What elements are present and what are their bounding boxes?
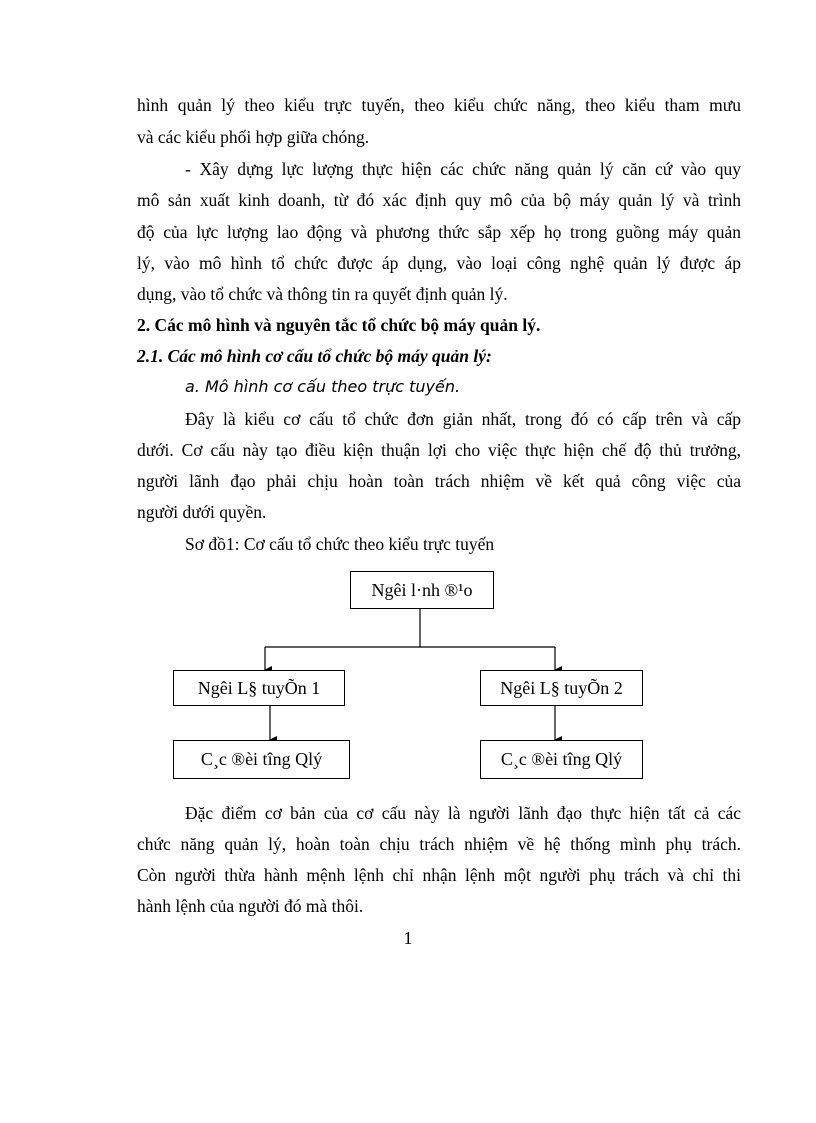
org-box-leader: Ngêi l·nh ®¹o [350, 571, 494, 609]
body-text-line: độ của lực lượng lao động và phương thức sắp xếp họ trong guồng máy quản [137, 222, 741, 242]
body-text-line: lý, vào mô hình tổ chức được áp dụng, vào loại công nghệ quản lý được áp [137, 253, 741, 273]
body-text-line: dụng, vào tổ chức và thông tin ra quyết định quản lý. [137, 284, 508, 304]
body-text-line: Đặc điểm cơ bản của cơ cấu này là người lãnh đạo thực hiện tất cả các [185, 803, 741, 823]
section-heading: 2. Các mô hình và nguyên tắc tổ chức bộ máy quản lý. [137, 315, 541, 335]
body-text-line: Còn người thừa hành mệnh lệnh chỉ nhận lệnh một người phụ trách và chỉ thi [137, 865, 741, 885]
body-text-line: hành lệnh của người đó mà thôi. [137, 896, 364, 916]
body-text-line: người lãnh đạo phải chịu hoàn toàn trách nhiệm về kết quả công việc của [137, 471, 741, 491]
body-text-line: Đây là kiểu cơ cấu tổ chức đơn giản nhất, trong đó có cấp trên và cấp [185, 409, 741, 429]
body-text-line: người dưới quyền. [137, 502, 267, 522]
org-box-line-manager-2: Ngêi L§ tuyÕn 2 [480, 670, 643, 706]
body-text-line: hình quản lý theo kiểu trực tuyến, theo kiểu chức năng, theo kiểu tham mưu [137, 95, 741, 115]
body-text-line: - Xây dựng lực lượng thực hiện các chức năng quản lý căn cứ vào quy [185, 159, 741, 179]
page-number: 1 [403, 928, 413, 948]
org-box-units-1: C¸c ®èi tîng Qlý [173, 740, 350, 779]
org-box-line-manager-1: Ngêi L§ tuyÕn 1 [173, 670, 345, 706]
body-text-line: và các kiểu phối hợp giữa chóng. [137, 127, 370, 147]
org-box-units-2: C¸c ®èi tîng Qlý [480, 740, 643, 779]
body-text-line: mô sản xuất kinh doanh, từ đó xác định quy mô của bộ máy quản lý và trình [137, 190, 741, 210]
body-text-line: chức năng quản lý, hoàn toàn chịu trách nhiệm về hệ thống mình phụ trách. [137, 834, 741, 854]
subheading-a: a. Mô hình cơ cấu theo trực tuyến. [185, 377, 461, 396]
body-text-line: dưới. Cơ cấu này tạo điều kiện thuận lợi cho việc thực hiện chế độ thủ trưởng, [137, 440, 741, 460]
subsection-heading: 2.1. Các mô hình cơ cấu tổ chức bộ máy quản lý: [137, 346, 492, 366]
diagram-caption: Sơ đồ1: Cơ cấu tổ chức theo kiểu trực tuyến [185, 534, 495, 554]
